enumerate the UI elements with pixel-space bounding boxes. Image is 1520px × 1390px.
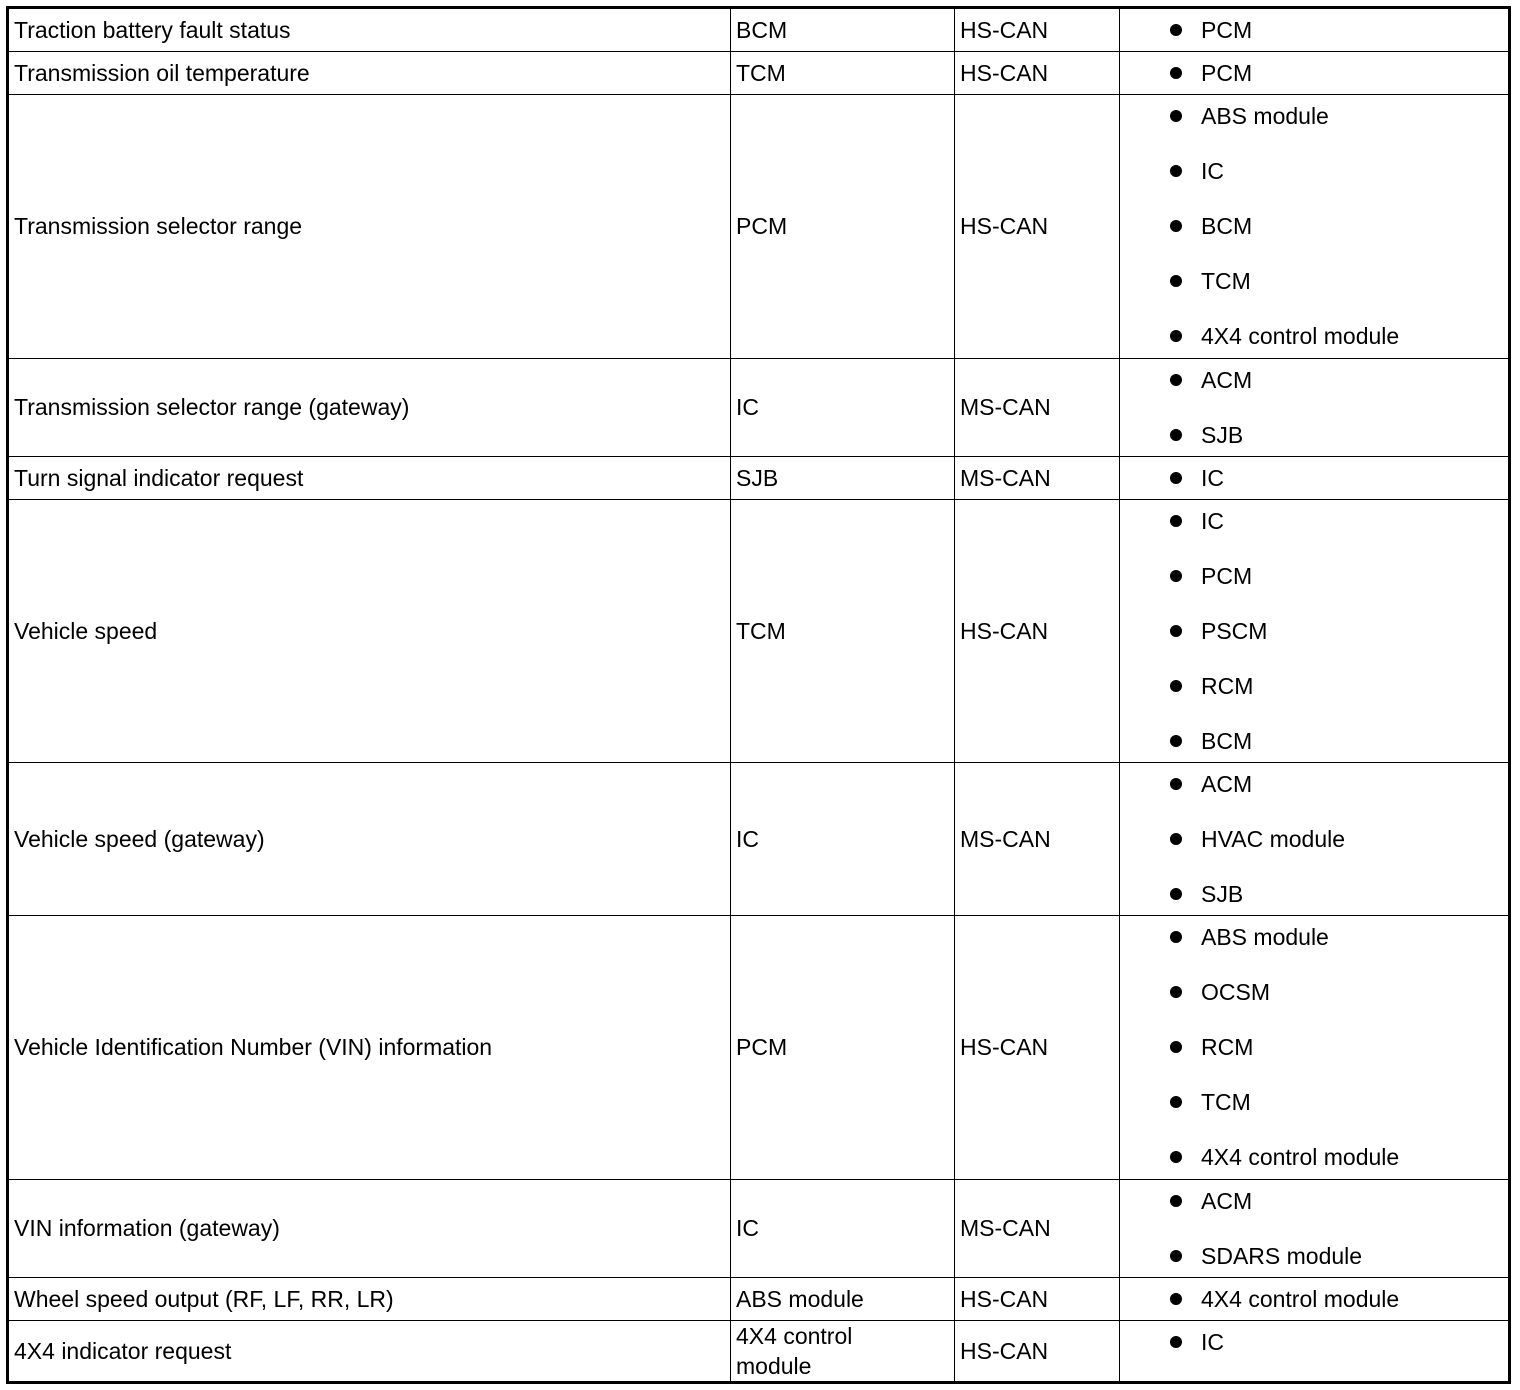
receiving-modules-cell	[1120, 95, 1510, 358]
receiving-modules-list	[1120, 1278, 1508, 1320]
bullet-icon	[1170, 330, 1182, 342]
table-body	[8, 8, 1510, 1383]
list-item	[1120, 1136, 1508, 1178]
source-module-cell	[731, 1277, 955, 1320]
bullet-icon	[1170, 1293, 1182, 1305]
bullet-icon	[1170, 680, 1182, 692]
network-cell: HS-CAN	[955, 95, 1120, 358]
receiving-modules-list	[1120, 916, 1508, 1178]
receiving-module-label: BCM	[1201, 213, 1253, 240]
receiving-module-label: 4X4 control module	[1201, 323, 1400, 350]
source-module-cell	[731, 8, 955, 52]
message-cell: Vehicle speed (gateway)	[8, 763, 731, 916]
table-row	[8, 1179, 1510, 1277]
source-module-text: IC	[736, 394, 759, 421]
network-cell: HS-CAN	[955, 916, 1120, 1179]
receiving-module-label: PSCM	[1201, 617, 1268, 644]
list-item	[1120, 9, 1508, 51]
receiving-modules-cell	[1120, 916, 1510, 1179]
source-module-cell	[731, 358, 955, 456]
receiving-modules-list	[1120, 763, 1508, 915]
bullet-icon	[1170, 374, 1182, 386]
bullet-icon	[1170, 833, 1182, 845]
receiving-module-label: IC	[1201, 1328, 1224, 1355]
table-row	[8, 1320, 1510, 1382]
receiving-modules-cell	[1120, 358, 1510, 456]
message-cell: Traction battery fault status	[8, 8, 731, 52]
bullet-icon	[1170, 275, 1182, 287]
source-module-text: ABS module	[736, 1285, 864, 1312]
network-cell: HS-CAN	[955, 52, 1120, 95]
source-module-cell	[731, 499, 955, 762]
receiving-module-label: ABS module	[1201, 924, 1329, 951]
bullet-icon	[1170, 1195, 1182, 1207]
receiving-module-label: IC	[1201, 464, 1224, 491]
receiving-modules-list	[1120, 457, 1508, 499]
receiving-module-label: ABS module	[1201, 103, 1329, 130]
source-module-text: IC	[736, 1215, 759, 1242]
message-cell: Transmission oil temperature	[8, 52, 731, 95]
network-cell: MS-CAN	[955, 358, 1120, 456]
table-row	[8, 358, 1510, 456]
bullet-icon	[1170, 220, 1182, 232]
receiving-module-label: ACM	[1201, 366, 1253, 393]
receiving-modules-cell	[1120, 52, 1510, 95]
receiving-module-label: ACM	[1201, 1187, 1253, 1214]
bullet-icon	[1170, 570, 1182, 582]
table-row	[8, 499, 1510, 762]
source-module-text: 4X4 control module	[736, 1322, 853, 1379]
receiving-module-label: PCM	[1201, 60, 1253, 87]
receiving-module-label: HVAC module	[1201, 826, 1346, 853]
source-module-cell	[731, 1320, 955, 1382]
network-cell: HS-CAN	[955, 8, 1120, 52]
source-module-text: PCM	[736, 1034, 788, 1061]
bullet-icon	[1170, 735, 1182, 747]
message-cell: Vehicle Identification Number (VIN) information	[8, 916, 731, 1179]
table-row	[8, 456, 1510, 499]
bullet-icon	[1170, 24, 1182, 36]
bullet-icon	[1170, 1250, 1182, 1262]
receiving-module-label: 4X4 control module	[1201, 1285, 1400, 1312]
message-cell: Turn signal indicator request	[8, 456, 731, 499]
receiving-modules-list	[1120, 500, 1508, 762]
receiving-modules-list	[1120, 95, 1508, 357]
receiving-module-label: ACM	[1201, 771, 1253, 798]
network-cell: MS-CAN	[955, 456, 1120, 499]
receiving-modules-cell	[1120, 456, 1510, 499]
receiving-module-label: SDARS module	[1201, 1242, 1363, 1269]
source-module-cell	[731, 1179, 955, 1277]
receiving-modules-list	[1120, 9, 1508, 51]
receiving-modules-cell	[1120, 1179, 1510, 1277]
bullet-icon	[1170, 515, 1182, 527]
list-item	[1120, 916, 1508, 971]
bullet-icon	[1170, 986, 1182, 998]
receiving-module-label: IC	[1201, 158, 1224, 185]
message-cell: VIN information (gateway)	[8, 1179, 731, 1277]
network-cell: MS-CAN	[955, 763, 1120, 916]
receiving-module-label: OCSM	[1201, 979, 1270, 1006]
list-item	[1120, 555, 1508, 610]
message-cell: Wheel speed output (RF, LF, RR, LR)	[8, 1277, 731, 1320]
list-item	[1120, 1278, 1508, 1320]
list-item	[1120, 1026, 1508, 1081]
bullet-icon	[1170, 778, 1182, 790]
list-item	[1120, 500, 1508, 555]
source-module-text: SJB	[736, 464, 779, 491]
list-item	[1120, 150, 1508, 205]
table-row	[8, 916, 1510, 1179]
list-item	[1120, 1180, 1508, 1235]
receiving-module-label: TCM	[1201, 268, 1251, 295]
source-module-cell	[731, 52, 955, 95]
source-module-text: IC	[736, 826, 759, 853]
message-cell: Vehicle speed	[8, 499, 731, 762]
receiving-modules-list	[1120, 1321, 1508, 1363]
receiving-modules-cell	[1120, 8, 1510, 52]
list-item	[1120, 260, 1508, 315]
bullet-icon	[1170, 931, 1182, 943]
bullet-icon	[1170, 1041, 1182, 1053]
table-row	[8, 8, 1510, 52]
receiving-modules-cell	[1120, 763, 1510, 916]
source-module-cell	[731, 456, 955, 499]
bullet-icon	[1170, 625, 1182, 637]
receiving-modules-list	[1120, 52, 1508, 94]
receiving-module-label: PCM	[1201, 562, 1253, 589]
table-row	[8, 52, 1510, 95]
network-cell: HS-CAN	[955, 499, 1120, 762]
source-module-cell	[731, 916, 955, 1179]
list-item	[1120, 720, 1508, 762]
network-cell: MS-CAN	[955, 1179, 1120, 1277]
source-module-text: TCM	[736, 617, 786, 644]
bullet-icon	[1170, 888, 1182, 900]
bullet-icon	[1170, 165, 1182, 177]
bullet-icon	[1170, 429, 1182, 441]
message-cell: Transmission selector range	[8, 95, 731, 358]
list-item	[1120, 665, 1508, 720]
source-module-cell	[731, 763, 955, 916]
source-module-text: BCM	[736, 17, 788, 44]
list-item	[1120, 873, 1508, 915]
table-row	[8, 763, 1510, 916]
bullet-icon	[1170, 67, 1182, 79]
list-item	[1120, 971, 1508, 1026]
list-item	[1120, 52, 1508, 94]
bullet-icon	[1170, 1151, 1182, 1163]
network-cell: HS-CAN	[955, 1320, 1120, 1382]
receiving-modules-cell	[1120, 1277, 1510, 1320]
message-cell: Transmission selector range (gateway)	[8, 358, 731, 456]
receiving-module-label: SJB	[1201, 421, 1244, 448]
list-item	[1120, 205, 1508, 260]
receiving-modules-list	[1120, 1180, 1508, 1277]
list-item	[1120, 359, 1508, 414]
receiving-module-label: PCM	[1201, 17, 1253, 43]
list-item	[1120, 818, 1508, 873]
bullet-icon	[1170, 110, 1182, 122]
receiving-modules-cell	[1120, 499, 1510, 762]
list-item	[1120, 1321, 1508, 1363]
network-message-table	[6, 6, 1511, 1384]
list-item	[1120, 1235, 1508, 1277]
receiving-module-label: 4X4 control module	[1201, 1144, 1400, 1171]
receiving-modules-cell	[1120, 1320, 1510, 1382]
bullet-icon	[1170, 472, 1182, 484]
message-cell: 4X4 indicator request	[8, 1320, 731, 1382]
receiving-module-label: BCM	[1201, 727, 1253, 754]
receiving-modules-list	[1120, 359, 1508, 456]
list-item	[1120, 315, 1508, 357]
receiving-module-label: SJB	[1201, 881, 1244, 908]
receiving-module-label: RCM	[1201, 1034, 1254, 1061]
source-module-text: TCM	[736, 60, 786, 87]
list-item	[1120, 763, 1508, 818]
list-item	[1120, 95, 1508, 150]
receiving-module-label: TCM	[1201, 1089, 1251, 1116]
source-module-cell	[731, 95, 955, 358]
bullet-icon	[1170, 1336, 1182, 1348]
source-module-text: PCM	[736, 213, 788, 240]
network-cell: HS-CAN	[955, 1277, 1120, 1320]
receiving-module-label: RCM	[1201, 672, 1254, 699]
receiving-module-label: IC	[1201, 507, 1224, 534]
list-item	[1120, 610, 1508, 665]
list-item	[1120, 457, 1508, 499]
table-row	[8, 95, 1510, 358]
table-row	[8, 1277, 1510, 1320]
bullet-icon	[1170, 1096, 1182, 1108]
list-item	[1120, 414, 1508, 456]
list-item	[1120, 1081, 1508, 1136]
